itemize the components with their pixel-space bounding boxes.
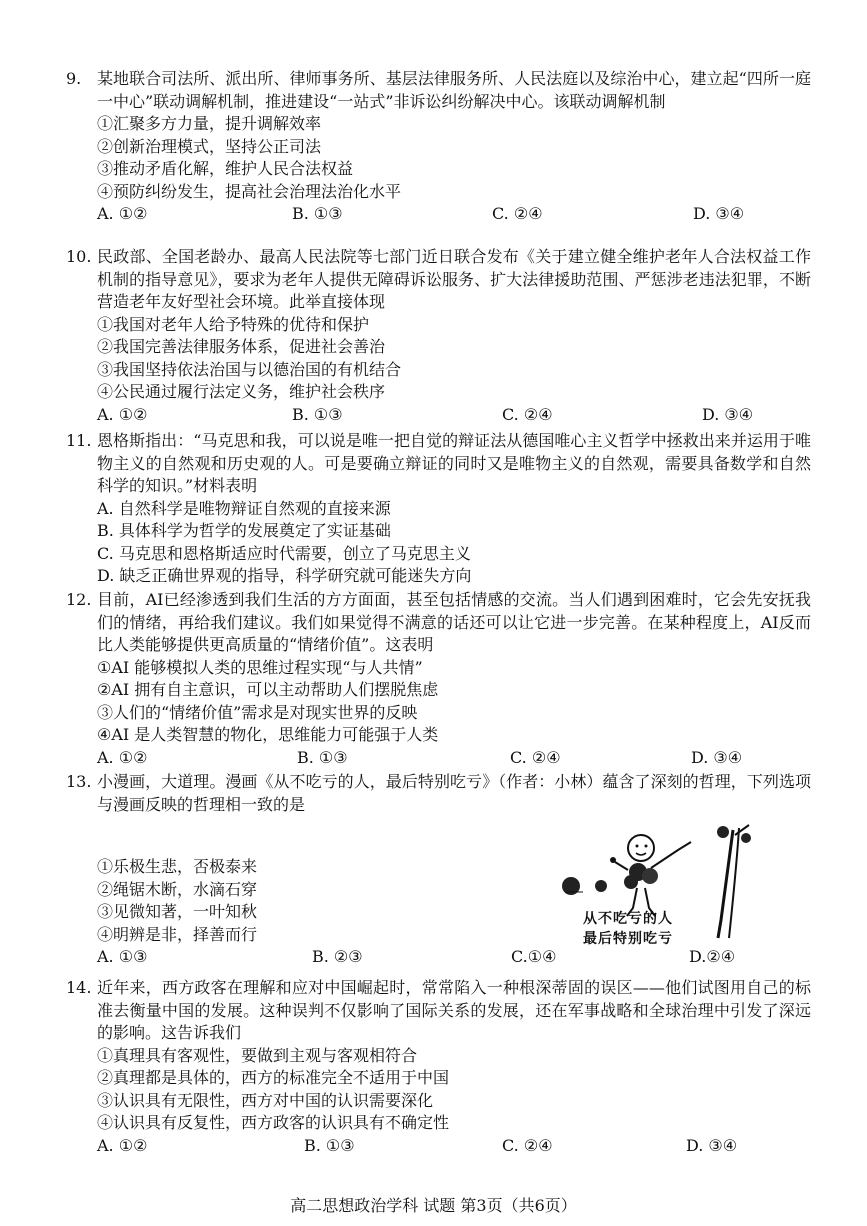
option-c: C. 马克思和恩格斯适应时代需要，创立了马克思主义 — [97, 543, 471, 563]
question-number: 14. — [66, 978, 92, 997]
cartoon-illustration — [553, 820, 771, 955]
statement: ②创新治理模式，坚持公正司法 — [97, 136, 322, 156]
question-number: 9. — [66, 69, 82, 88]
cartoon-caption-line1: 从不吃亏的人 — [583, 911, 673, 927]
answer-choices — [97, 203, 811, 226]
choice-c: C. ②④ — [502, 1135, 553, 1155]
answer-choices — [97, 404, 811, 427]
statement: ②AI 拥有自主意识，可以主动帮助人们摆脱焦虑 — [97, 680, 439, 699]
choice-a: A. ①③ — [97, 947, 148, 966]
question-10 — [66, 246, 811, 426]
choice-c: C. ②④ — [492, 204, 543, 223]
question-number: 12. — [66, 590, 92, 609]
statement: ①我国对老年人给予特殊的优待和保护 — [97, 314, 370, 334]
choice-b: B. ①③ — [292, 204, 343, 223]
question-stem: 近年来，西方政客在理解和应对中国崛起时，常常陷入一种根深蒂固的误区——他们试图用自己的标准去衡量中国的发展。这种误判不仅影响了国际关系的发展，还在军事战略和全球治理中引发了深远的影响。这告诉我们 — [97, 978, 811, 1042]
statement: ②我国完善法律服务体系，促进社会善治 — [97, 337, 386, 356]
question-stem: 民政部、全国老龄办、最高人民法院等七部门近日联合发布《关于建立健全维护老年人合法权益工作机制的指导意见》，要求为老年人提供无障碍诉讼服务、扩大法律援助范围、严惩涉老违法犯罪，不断营造老年友好型社会环境。此举直接体现 — [97, 247, 811, 311]
statement: ①汇聚多方力量，提升调解效率 — [97, 114, 322, 133]
choice-d: D. ③④ — [693, 204, 745, 223]
statement: ①真理具有客观性，要做到主观与客观相符合 — [97, 1045, 418, 1065]
question-number: 13. — [66, 772, 92, 791]
statement: ③我国坚持依法治国与以德治国的有机结合 — [97, 359, 402, 379]
choice-b: B. ①③ — [297, 747, 348, 767]
statement: ③推动矛盾化解，维护人民合法权益 — [97, 159, 354, 178]
choice-c: C. ②④ — [510, 747, 561, 767]
statement: ③认识具有无限性，西方对中国的认识需要深化 — [97, 1090, 434, 1110]
question-number: 11. — [66, 431, 92, 450]
choice-d: D. ③④ — [691, 747, 743, 767]
statement: ①AI 能够模拟人类的思维过程实现“与人共情” — [97, 657, 423, 677]
question-stem: 小漫画，大道理。漫画《从不吃亏的人，最后特别吃亏》（作者：小林）蕴含了深刻的哲理，下列选项与漫画反映的哲理相一致的是 — [97, 772, 811, 814]
choice-a: A. ①② — [97, 747, 148, 767]
choice-d: D.②④ — [689, 947, 736, 966]
choice-d: D. ③④ — [686, 1135, 738, 1155]
choice-c: C.①④ — [511, 947, 557, 966]
option-b: B. 具体科学为哲学的发展奠定了实证基础 — [97, 521, 391, 540]
question-9 — [66, 68, 811, 226]
statement: ④AI 是人类智慧的物化，思维能力可能强于人类 — [97, 725, 439, 744]
question-number: 10. — [66, 247, 92, 266]
option-d: D. 缺乏正确世界观的指导，科学研究就可能迷失方向 — [97, 566, 472, 585]
question-12 — [66, 589, 811, 769]
choice-a: A. ①② — [97, 404, 148, 424]
choice-a: A. ①② — [97, 1135, 148, 1155]
question-11 — [66, 430, 811, 588]
question-stem: 恩格斯指出：“马克思和我，可以说是唯一把自觉的辩证法从德国唯心主义哲学中拯救出来并运用于唯物主义的自然观和历史观的人。可是要确立辩证的同时又是唯物主义的自然观，需要具备数学和自然科学的知识。”材料表明 — [97, 431, 811, 495]
choice-a: A. ①② — [97, 204, 148, 223]
question-stem: 目前，AI已经渗透到我们生活的方方面面，甚至包括情感的交流。当人们遇到困难时，它会先安抚我们的情绪，再给我们建议。我们如果觉得不满意的话还可以让它进一步完善。在某种程度上，AI反而比人类能够提供更高质量的“情绪价值”。这表明 — [97, 590, 811, 654]
answer-choices — [97, 747, 811, 770]
choice-c: C. ②④ — [502, 404, 553, 424]
statement: ①乐极生悲，否极泰来 — [97, 857, 258, 876]
statement: ③人们的“情绪价值”需求是对现实世界的反映 — [97, 702, 418, 722]
page-footer: 高二思想政治学科 试题 第3页（共6页） — [290, 1196, 577, 1215]
statement: ②真理都是具体的，西方的标准完全不适用于中国 — [97, 1068, 450, 1087]
cartoon-caption-line2: 最后特别吃亏 — [583, 931, 673, 947]
answer-choices — [97, 1135, 811, 1158]
statement: ④公民通过履行法定义务，维护社会秩序 — [97, 382, 386, 401]
statement: ④认识具有反复性，西方政客的认识具有不确定性 — [97, 1113, 450, 1132]
question-stem: 某地联合司法所、派出所、律师事务所、基层法律服务所、人民法庭以及综治中心，建立起“四所一庭一中心”联动调解机制，推进建设“一站式”非诉讼纠纷解决中心。该联动调解机制 — [97, 69, 811, 111]
option-a: A. 自然科学是唯物辩证自然观的直接来源 — [97, 498, 391, 518]
choice-b: B. ②③ — [312, 947, 363, 966]
choice-d: D. ③④ — [702, 404, 754, 424]
statement: ③见微知著，一叶知秋 — [97, 902, 258, 921]
choice-b: B. ①③ — [292, 404, 343, 424]
statement: ②绳锯木断，水滴石穿 — [97, 879, 258, 899]
statement: ④明辨是非，择善而行 — [97, 924, 258, 944]
question-14 — [66, 977, 811, 1157]
statement: ④预防纠纷发生，提高社会治理法治化水平 — [97, 181, 402, 201]
choice-b: B. ①③ — [304, 1135, 355, 1155]
